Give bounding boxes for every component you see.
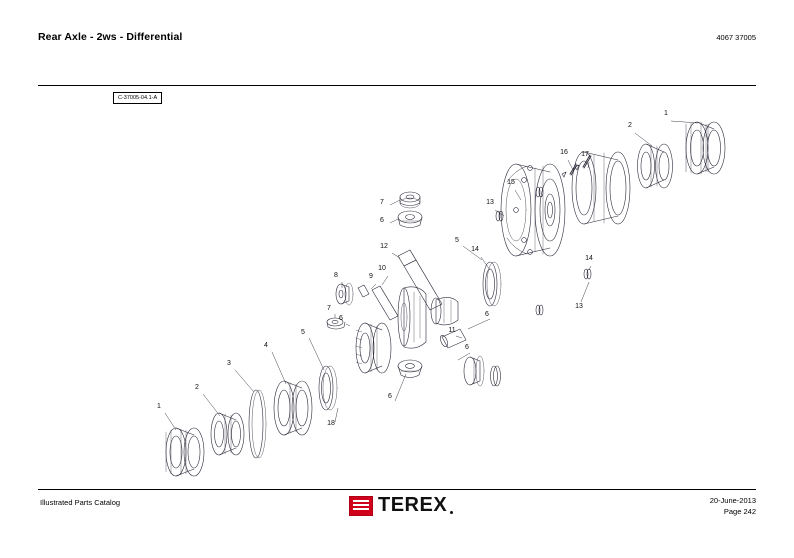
part-1-right <box>686 122 725 174</box>
callout-6: 6 <box>485 311 489 318</box>
callout-13: 13 <box>575 303 583 310</box>
callout-1: 1 <box>664 110 668 117</box>
part-carrier-housing <box>501 164 565 256</box>
callout-7: 7 <box>380 199 384 206</box>
callout-17: 17 <box>581 151 589 158</box>
part-1-left <box>166 428 204 476</box>
callout-7: 7 <box>327 305 331 312</box>
callout-2: 2 <box>195 384 199 391</box>
callout-2: 2 <box>628 122 632 129</box>
callout-15: 15 <box>507 179 515 186</box>
terex-logo-mark <box>349 496 373 516</box>
footer-divider <box>38 489 756 490</box>
part-4-bearing <box>274 381 312 435</box>
part-bevel-gear-right <box>431 297 458 324</box>
callout-8: 8 <box>334 272 338 279</box>
callout-1: 1 <box>157 403 161 410</box>
callout-5: 5 <box>455 237 459 244</box>
part-3-snap-ring <box>249 390 266 458</box>
callout-6: 6 <box>388 393 392 400</box>
terex-logo-dot <box>450 511 453 514</box>
part-5-right-ring <box>483 262 501 306</box>
callout-10: 10 <box>378 265 386 272</box>
terex-logo-text: TEREX <box>378 494 448 516</box>
part-7-6-top <box>398 192 422 228</box>
part-2-left <box>211 413 244 455</box>
footer-date: 20-June-2013 <box>709 496 756 505</box>
part-ring-gear <box>356 323 391 373</box>
callout-14: 14 <box>585 255 593 262</box>
footer-catalog-label: Illustrated Parts Catalog <box>40 498 121 507</box>
callout-16: 16 <box>560 149 568 156</box>
callout-6: 6 <box>339 315 343 322</box>
drawing-number-box: C-37005-04.1-A <box>113 92 162 104</box>
exploded-parts-diagram <box>38 88 756 486</box>
callout-9: 9 <box>369 273 373 280</box>
part-bolts-16-17 <box>562 155 591 177</box>
callout-6: 6 <box>465 344 469 351</box>
terex-logo <box>349 494 453 517</box>
part-2-right <box>638 144 673 188</box>
callout-14: 14 <box>471 246 479 253</box>
footer-meta <box>710 495 756 517</box>
part-13-washers <box>496 187 591 315</box>
part-5-left-ring <box>319 366 337 410</box>
part-8-gear <box>336 283 353 305</box>
header-divider <box>38 85 756 86</box>
callout-12: 12 <box>380 243 388 250</box>
callout-13: 13 <box>486 199 494 206</box>
footer-page: Page 242 <box>723 507 756 516</box>
part-6-bevel-bottom <box>398 360 422 378</box>
callout-18: 18 <box>327 420 335 427</box>
part-side-gear-bottom-right <box>464 356 484 386</box>
part-9-10-pins <box>358 285 398 320</box>
callout-6: 6 <box>380 217 384 224</box>
part-hub-right <box>572 152 630 224</box>
callout-4: 4 <box>264 342 268 349</box>
callout-11: 11 <box>448 327 456 334</box>
callout-5: 5 <box>301 329 305 336</box>
document-code: 4067 37005 <box>716 33 756 42</box>
part-washer-bottom-right <box>491 366 501 386</box>
callout-3: 3 <box>227 360 231 367</box>
page-title: Rear Axle - 2ws - Differential <box>38 31 183 43</box>
